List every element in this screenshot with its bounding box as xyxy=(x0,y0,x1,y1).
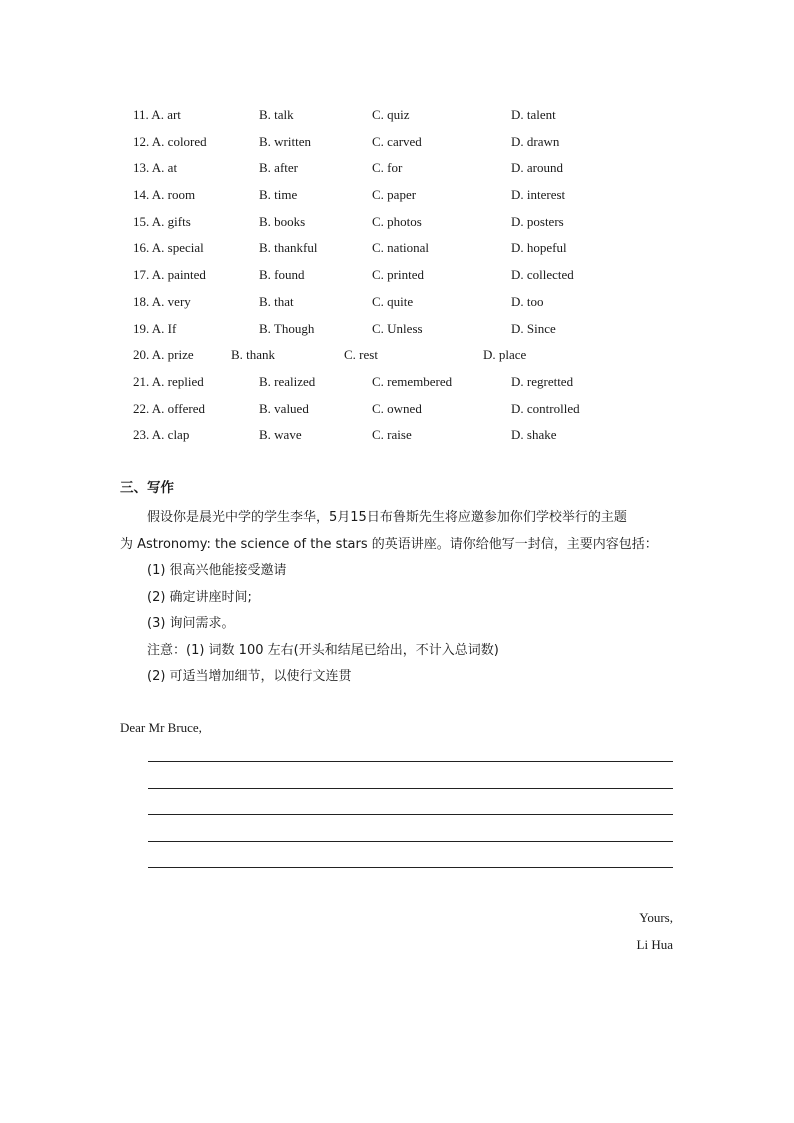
option-b: B. that xyxy=(259,293,294,309)
option-c: C. owned xyxy=(372,400,422,416)
prompt-line-2: 为 Astronomy: the science of the stars 的英语讲座。请你给他写一封信，主要内容包括： xyxy=(120,536,658,552)
question-row-12 xyxy=(133,132,693,159)
option-a: 13. A. at xyxy=(133,160,178,176)
writing-line[interactable] xyxy=(148,788,673,789)
option-c: C. remembered xyxy=(372,373,453,389)
point-2: (2) 确定讲座时间; xyxy=(147,589,252,605)
option-d: D. interest xyxy=(511,187,566,203)
option-c: C. carved xyxy=(372,133,422,149)
option-a: 23. A. clap xyxy=(133,427,190,443)
note-1: 注意：(1) 词数 100 左右(开头和结尾已给出，不计入总词数) xyxy=(147,642,499,658)
option-c: C. quiz xyxy=(372,107,410,122)
question-row-21 xyxy=(133,372,693,399)
option-d: D. hopeful xyxy=(511,240,567,256)
option-d: D. collected xyxy=(511,267,574,283)
option-b: B. books xyxy=(259,213,306,229)
option-d: D. drawn xyxy=(511,133,560,149)
option-a: 12. A. colored xyxy=(133,133,207,149)
question-row-20 xyxy=(133,345,693,372)
option-a: 19. A. If xyxy=(133,320,177,336)
writing-lines xyxy=(148,761,673,894)
option-b: B. found xyxy=(259,267,305,283)
letter-salutation: Dear Mr Bruce, xyxy=(120,720,202,735)
option-a: 11. A. art xyxy=(133,107,181,122)
section-heading: 三、写作 xyxy=(120,480,174,496)
option-d: D. around xyxy=(511,160,563,176)
writing-task xyxy=(120,505,680,691)
option-d: D. place xyxy=(483,347,527,363)
option-c: C. rest xyxy=(344,347,378,363)
option-c: C. photos xyxy=(372,213,422,229)
answer-options xyxy=(133,105,693,452)
option-a: 18. A. very xyxy=(133,293,191,309)
option-b: B. valued xyxy=(259,400,309,416)
option-a: 15. A. gifts xyxy=(133,213,191,229)
option-d: D. posters xyxy=(511,213,564,229)
option-d: D. talent xyxy=(511,107,556,122)
option-c: C. national xyxy=(372,240,430,256)
option-a: 21. A. replied xyxy=(133,373,204,389)
question-row-19 xyxy=(133,319,693,346)
option-d: D. too xyxy=(511,293,544,309)
option-b: B. talk xyxy=(259,107,294,122)
writing-line[interactable] xyxy=(148,761,673,762)
question-row-22 xyxy=(133,399,693,426)
option-a: 14. A. room xyxy=(133,187,196,203)
writing-line[interactable] xyxy=(148,867,673,868)
question-row-11 xyxy=(133,105,693,132)
option-b: B. wave xyxy=(259,427,302,443)
point-3: (3) 询问需求。 xyxy=(147,616,235,631)
option-c: C. quite xyxy=(372,293,414,309)
option-b: B. time xyxy=(259,187,298,203)
option-a: 17. A. painted xyxy=(133,267,206,283)
option-c: C. Unless xyxy=(372,320,423,336)
option-b: B. thankful xyxy=(259,240,318,256)
option-d: D. shake xyxy=(511,427,557,443)
option-d: D. regretted xyxy=(511,373,574,389)
option-c: C. paper xyxy=(372,187,417,203)
option-c: C. for xyxy=(372,160,403,176)
option-a: 16. A. special xyxy=(133,240,204,256)
prompt-line-1: 假设你是晨光中学的学生李华，5月15日布鲁斯先生将应邀参加你们学校举行的主题 xyxy=(147,510,627,525)
option-b: B. thank xyxy=(231,347,276,363)
writing-line[interactable] xyxy=(148,841,673,842)
question-row-16 xyxy=(133,238,693,265)
writing-line[interactable] xyxy=(148,814,673,815)
option-b: B. realized xyxy=(259,373,316,389)
option-b: B. Though xyxy=(259,320,315,336)
option-d: D. Since xyxy=(511,320,556,336)
question-row-23 xyxy=(133,425,693,452)
option-c: C. printed xyxy=(372,267,424,283)
letter-signature: Li Hua xyxy=(636,936,673,952)
question-row-17 xyxy=(133,265,693,292)
question-row-15 xyxy=(133,212,693,239)
option-b: B. written xyxy=(259,133,311,149)
letter-closing: Yours, xyxy=(639,910,673,925)
note-2: (2) 可适当增加细节，以使行文连贯 xyxy=(147,669,352,684)
option-b: B. after xyxy=(259,160,298,176)
question-row-18 xyxy=(133,292,693,319)
option-a: 22. A. offered xyxy=(133,400,205,416)
point-1: (1) 很高兴他能接受邀请 xyxy=(147,563,287,578)
question-row-14 xyxy=(133,185,693,212)
letter-closing-block xyxy=(637,905,673,958)
question-row-13 xyxy=(133,158,693,185)
option-c: C. raise xyxy=(372,427,412,443)
option-a: 20. A. prize xyxy=(133,347,194,363)
option-d: D. controlled xyxy=(511,400,580,416)
